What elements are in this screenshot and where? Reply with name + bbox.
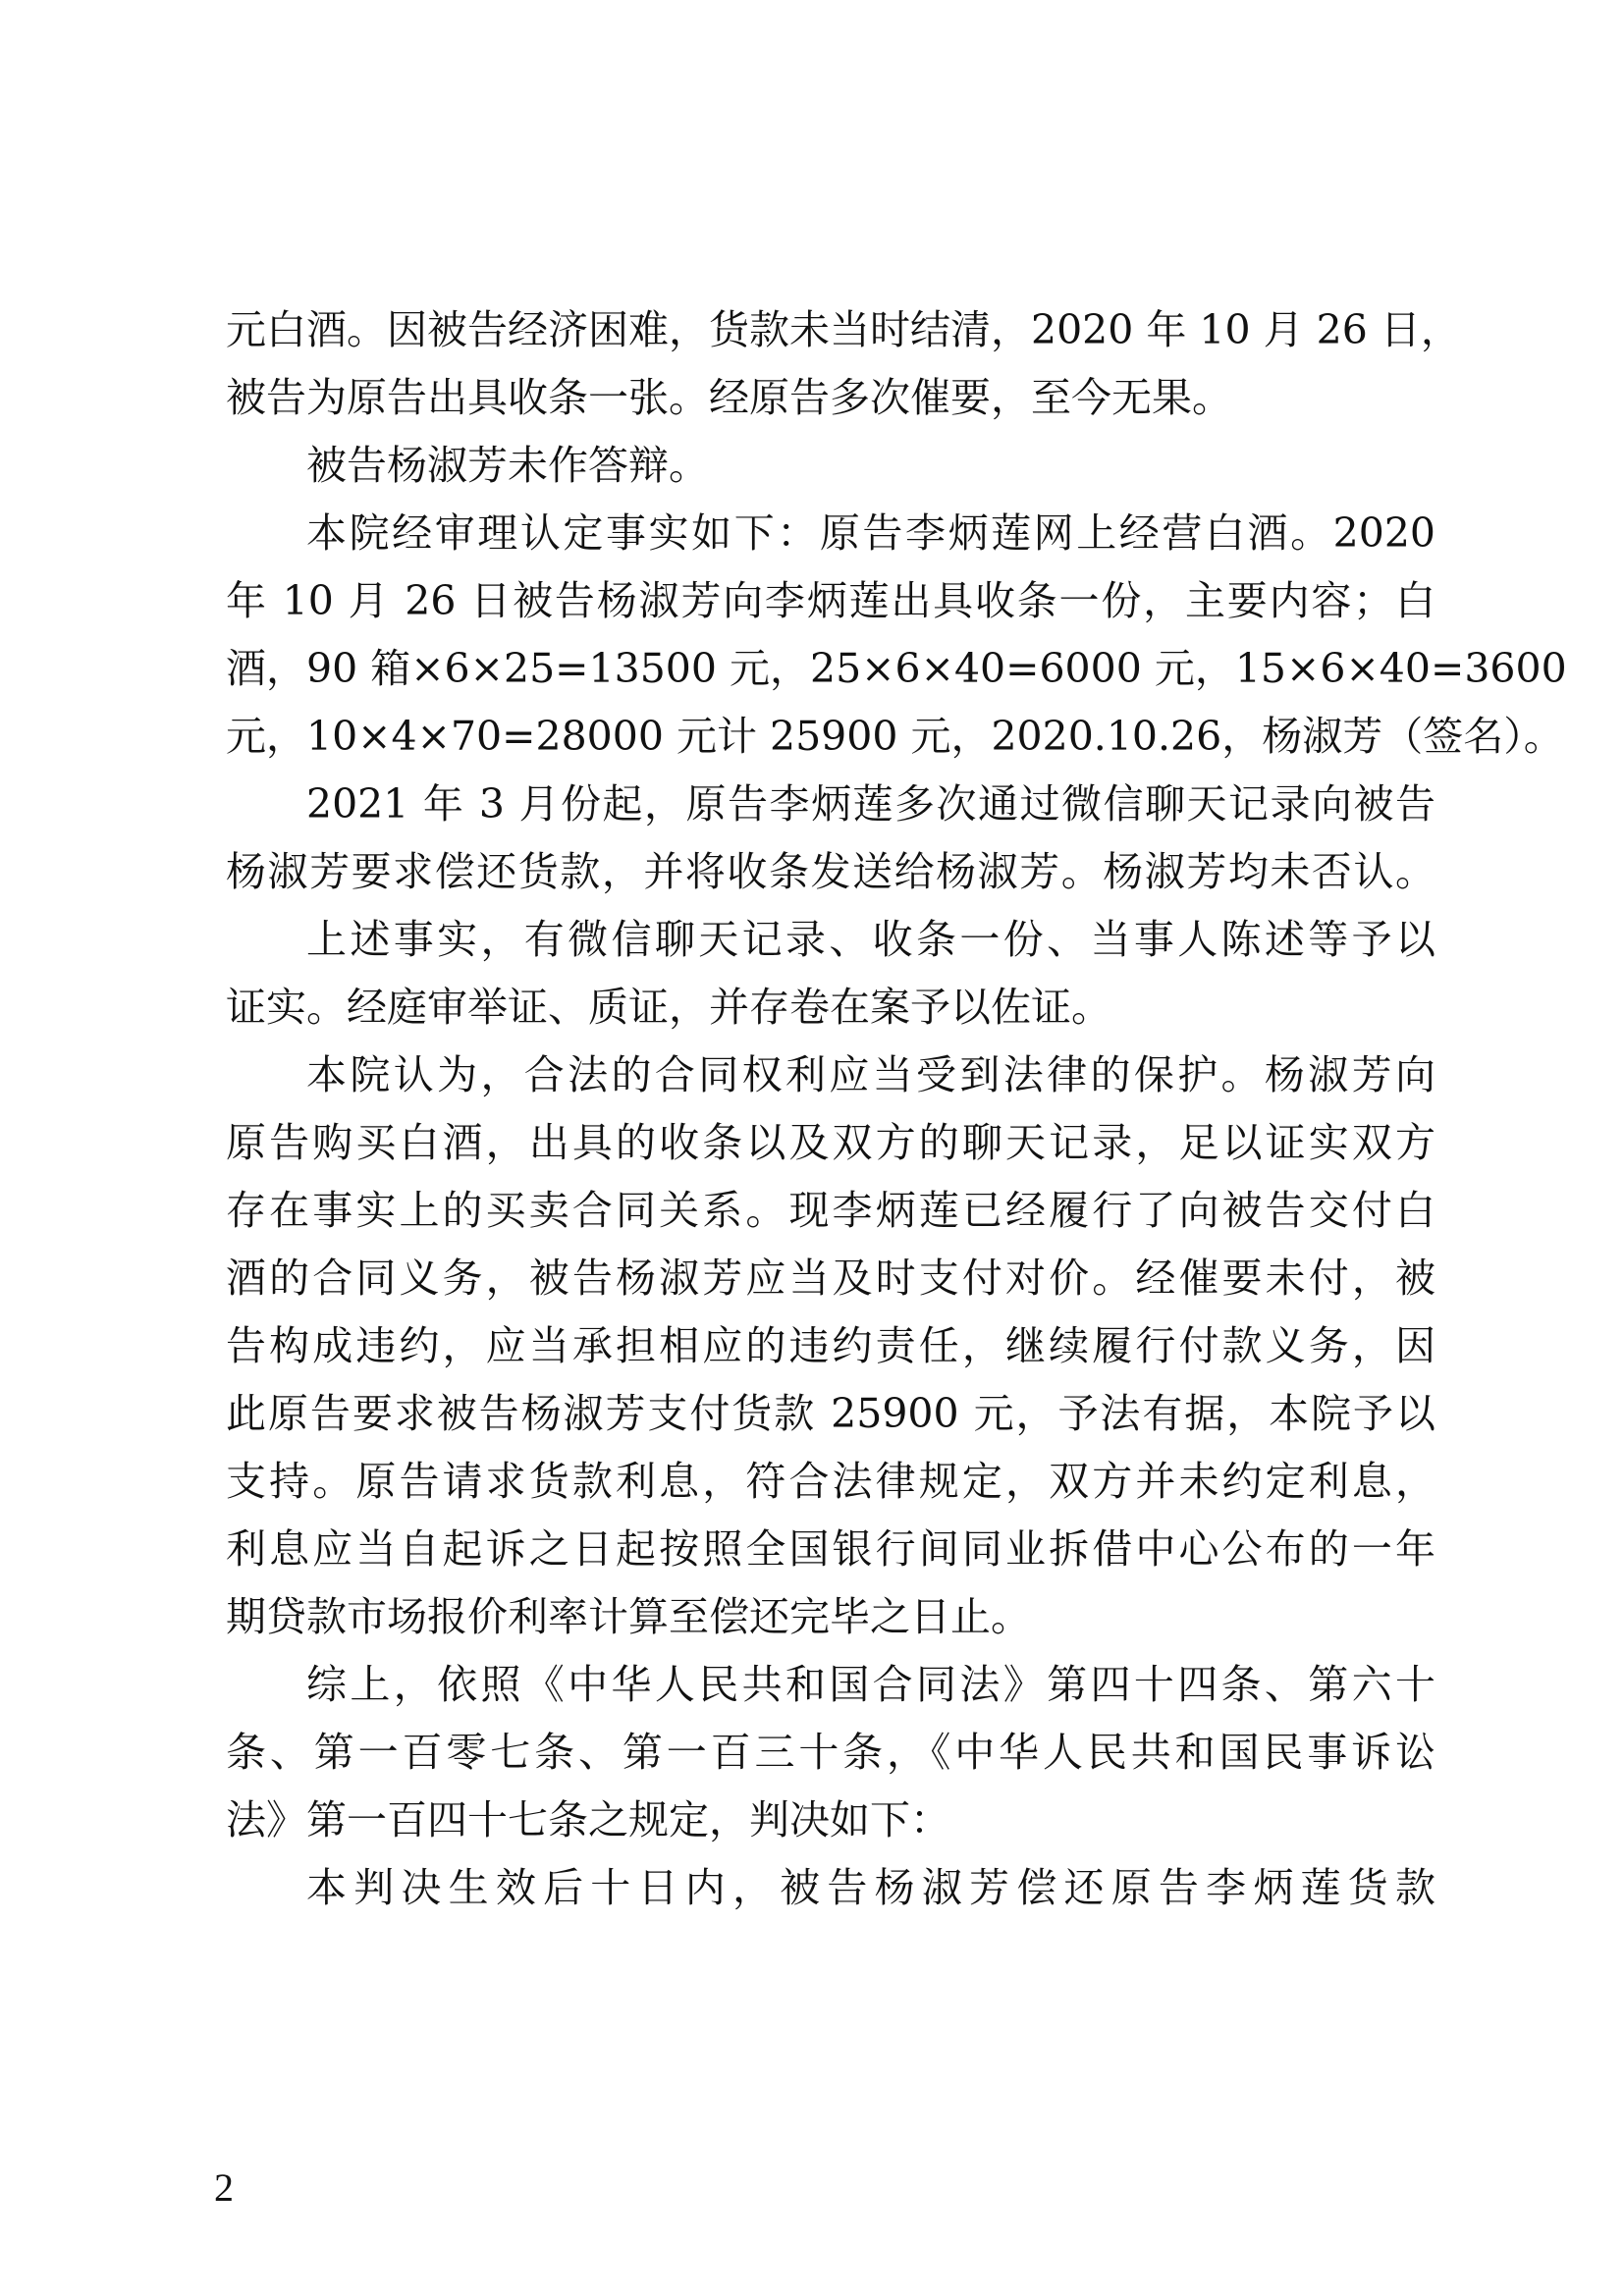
text-line: 此原告要求被告杨淑芳支付货款 25900 元，予法有据，本院予以 — [226, 1390, 1435, 1437]
text-line: 上述事实，有微信聊天记录、收条一份、当事人陈述等予以 — [306, 916, 1435, 963]
text-line: 杨淑芳要求偿还货款，并将收条发送给杨淑芳。杨淑芳均未否认。 — [226, 848, 1435, 895]
text-line: 2021 年 3 月份起，原告李炳莲多次通过微信聊天记录向被告 — [306, 780, 1435, 828]
text-line: 本判决生效后十日内，被告杨淑芳偿还原告李炳莲货款 — [306, 1864, 1435, 1911]
text-line: 元，10×4×70=28000 元计 25900 元，2020.10.26，杨淑芳（签名）。 — [226, 713, 1564, 760]
text-line: 存在事实上的买卖合同关系。现李炳莲已经履行了向被告交付白 — [226, 1187, 1435, 1234]
text-line: 综上，依照《中华人民共和国合同法》第四十四条、第六十 — [306, 1661, 1435, 1708]
text-line: 期贷款市场报价利率计算至偿还完毕之日止。 — [226, 1593, 1031, 1640]
text-line: 年 10 月 26 日被告杨淑芳向李炳莲出具收条一份，主要内容；白 — [226, 577, 1435, 624]
text-line: 被告杨淑芳未作答辩。 — [306, 442, 709, 489]
text-line: 条、第一百零七条、第一百三十条，《中华人民共和国民事诉讼 — [226, 1729, 1435, 1776]
text-line: 本院经审理认定事实如下：原告李炳莲网上经营白酒。2020 — [306, 509, 1435, 557]
text-line: 告构成违约，应当承担相应的违约责任，继续履行付款义务，因 — [226, 1322, 1435, 1369]
text-line: 支持。原告请求货款利息，符合法律规定，双方并未约定利息， — [226, 1458, 1435, 1505]
page-number: 2 — [214, 2165, 234, 2210]
text-line: 利息应当自起诉之日起按照全国银行间同业拆借中心公布的一年 — [226, 1525, 1435, 1573]
text-line: 元白酒。因被告经济困难，货款未当时结清，2020 年 10 月 26 日， — [226, 306, 1461, 353]
text-line: 本院认为，合法的合同权利应当受到法律的保护。杨淑芳向 — [306, 1051, 1435, 1098]
text-line: 酒，90 箱×6×25=13500 元，25×6×40=6000 元，15×6×40=3600 — [226, 645, 1567, 692]
text-line: 法》第一百四十七条之规定，判决如下： — [226, 1796, 950, 1843]
text-line: 原告购买白酒，出具的收条以及双方的聊天记录，足以证实双方 — [226, 1119, 1435, 1166]
document-body — [226, 296, 1567, 1922]
text-line: 酒的合同义务，被告杨淑芳应当及时支付对价。经催要未付，被 — [226, 1255, 1435, 1302]
text-line: 被告为原告出具收条一张。经原告多次催要，至今无果。 — [226, 374, 1232, 421]
text-line: 证实。经庭审举证、质证，并存卷在案予以佐证。 — [226, 984, 1111, 1031]
